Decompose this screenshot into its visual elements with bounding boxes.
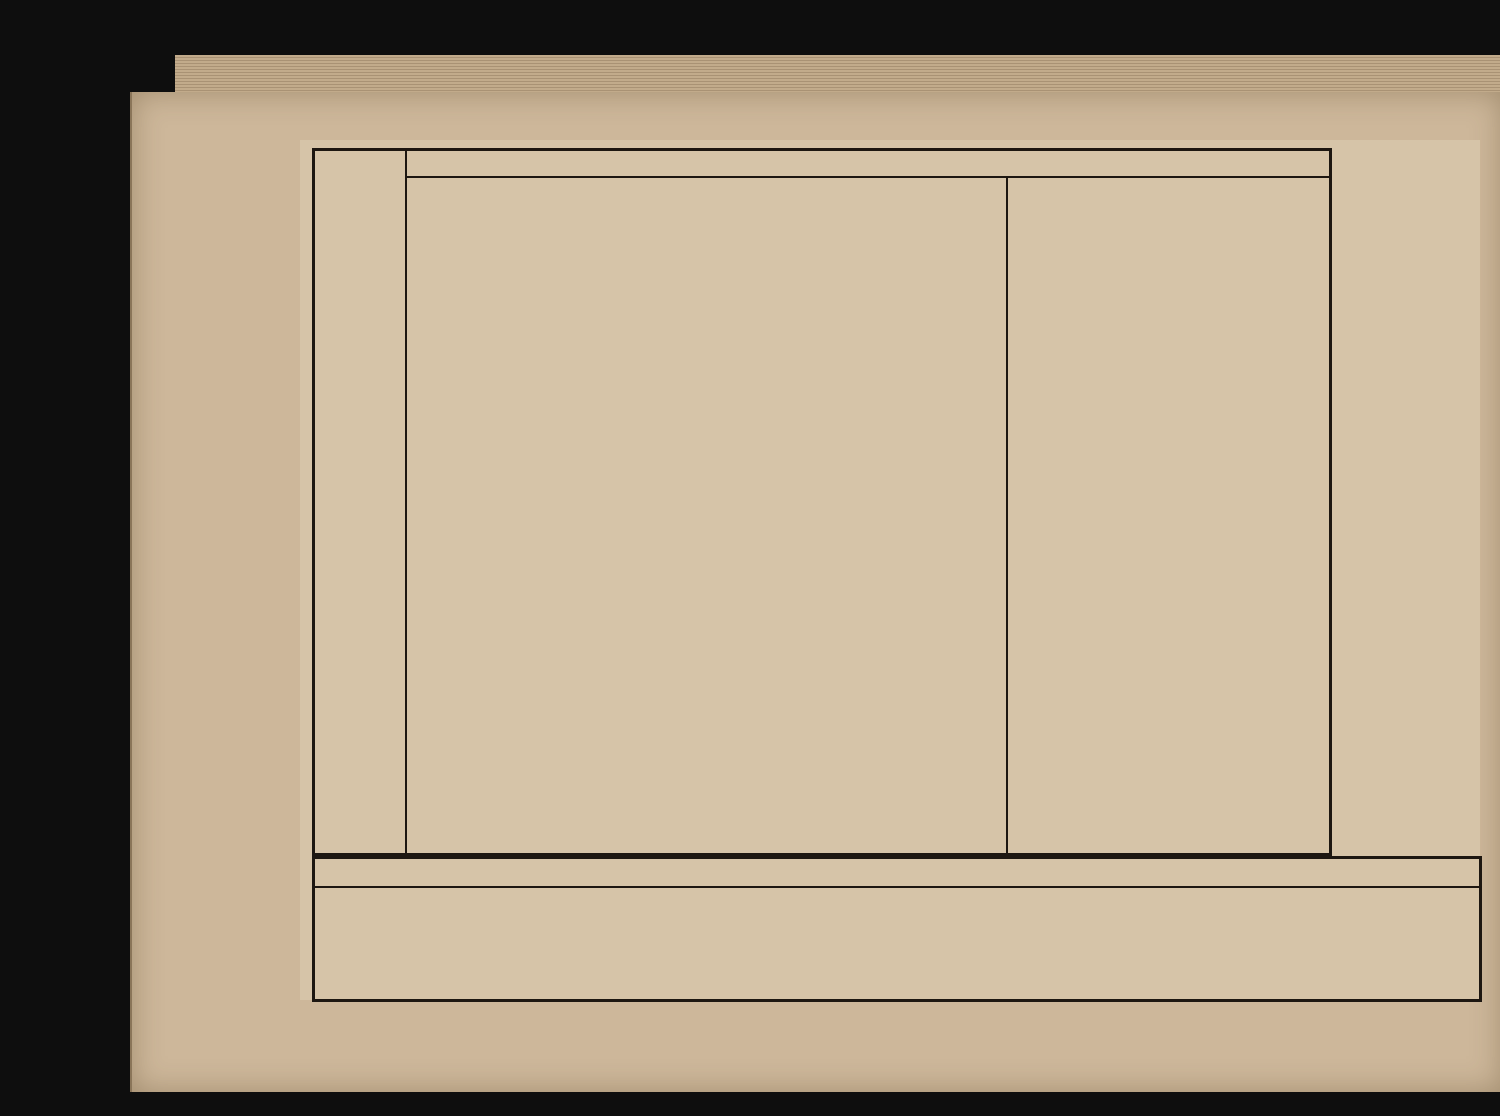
station-rule [1006, 176, 1008, 856]
page-edges [175, 55, 1500, 95]
table-196-top-rule [312, 856, 1482, 859]
table-196-title-rule [312, 886, 1482, 888]
notes-rule [405, 148, 407, 856]
table-196-frame [312, 856, 1482, 1002]
table-195-frame [312, 148, 1332, 856]
title-rule [405, 176, 1332, 178]
